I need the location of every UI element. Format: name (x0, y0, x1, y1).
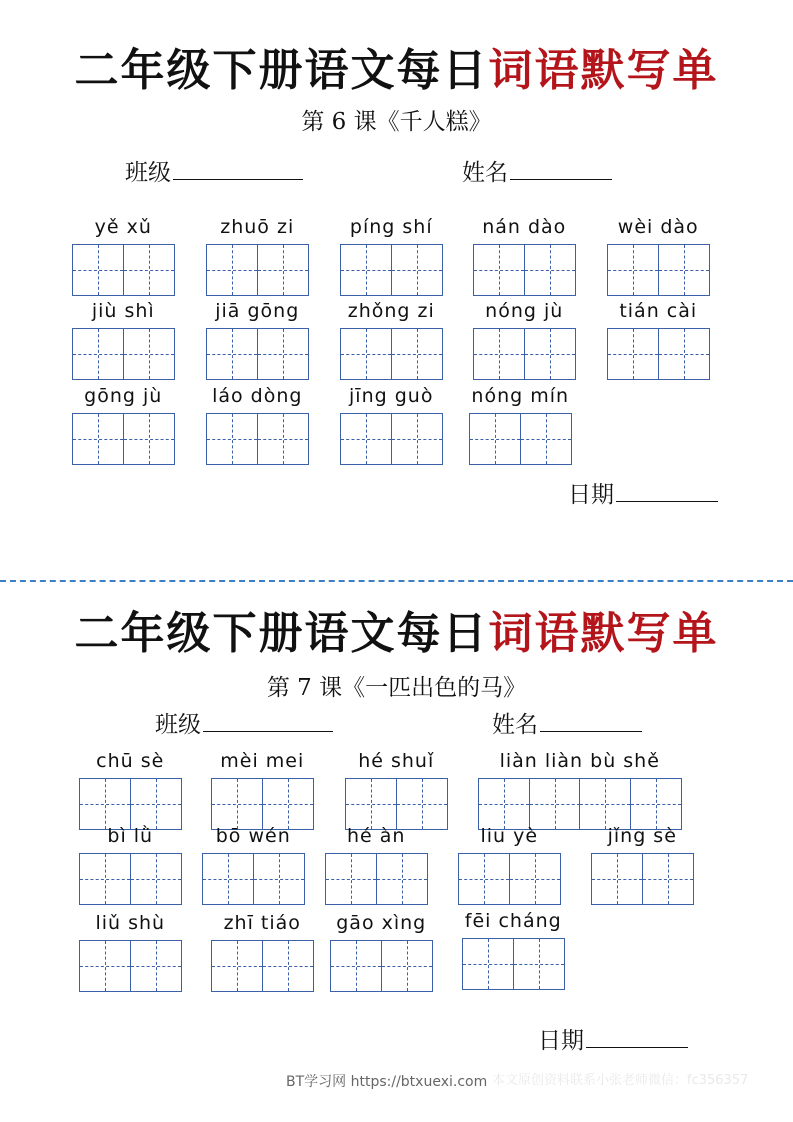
tian-zi-cell[interactable] (462, 938, 514, 990)
writing-grid (340, 244, 441, 296)
word-pinyin: mèi mei (220, 750, 305, 772)
tian-zi-cell[interactable] (130, 853, 182, 905)
tian-zi-cell[interactable] (130, 778, 182, 830)
tian-zi-cell[interactable] (658, 244, 710, 296)
tian-zi-cell[interactable] (513, 938, 565, 990)
writing-grid (79, 853, 180, 905)
writing-grid (345, 778, 446, 830)
tian-zi-cell[interactable] (473, 328, 525, 380)
tian-zi-cell[interactable] (325, 853, 377, 905)
tian-zi-cell[interactable] (257, 413, 309, 465)
word-pinyin: jīng guò (349, 385, 434, 407)
word-pinyin: chū sè (96, 750, 165, 772)
name-field (492, 706, 642, 739)
tian-zi-cell[interactable] (579, 778, 631, 830)
writing-grid (607, 244, 708, 296)
tian-zi-cell[interactable] (79, 778, 131, 830)
word-pinyin: zhǒng zi (347, 300, 435, 322)
tian-zi-cell[interactable] (206, 413, 258, 465)
tian-zi-cell[interactable] (458, 853, 510, 905)
writing-grid (72, 244, 173, 296)
tian-zi-cell[interactable] (262, 940, 314, 992)
word-pinyin: jǐng sè (607, 825, 677, 847)
class-blank (203, 729, 333, 732)
writing-grid (473, 328, 574, 380)
tian-zi-cell[interactable] (253, 853, 305, 905)
date-label: 日期 (568, 482, 614, 508)
writing-grid (473, 244, 574, 296)
tian-zi-cell[interactable] (391, 244, 443, 296)
lesson-subtitle: 第 6 课《千人糕》 (301, 109, 492, 135)
word-pinyin: jiù shì (91, 300, 155, 322)
lesson-subtitle: 第 7 课《一匹出色的马》 (266, 675, 527, 701)
tian-zi-cell[interactable] (469, 413, 521, 465)
tian-zi-cell[interactable] (345, 778, 397, 830)
name-label: 姓名 (462, 160, 508, 186)
writing-grid (211, 778, 312, 830)
tian-zi-cell[interactable] (642, 853, 694, 905)
name-label: 姓名 (492, 712, 538, 738)
tian-zi-cell[interactable] (591, 853, 643, 905)
word-pinyin: nán dào (482, 216, 567, 238)
word-pinyin: bì lǜ (107, 825, 154, 847)
tian-zi-cell[interactable] (607, 244, 659, 296)
word-pinyin: bō wén (215, 825, 291, 847)
class-blank (173, 177, 303, 180)
word-pinyin: liǔ shù (95, 912, 166, 934)
worksheet-title (0, 34, 793, 98)
writing-grid (462, 938, 563, 990)
tian-zi-cell[interactable] (630, 778, 682, 830)
word-pinyin: láo dòng (212, 385, 303, 407)
class-label: 班级 (125, 160, 171, 186)
tian-zi-cell[interactable] (72, 413, 124, 465)
tian-zi-cell[interactable] (478, 778, 530, 830)
writing-grid (340, 413, 441, 465)
word-pinyin: píng shí (349, 216, 433, 238)
tian-zi-cell[interactable] (607, 328, 659, 380)
tian-zi-cell[interactable] (381, 940, 433, 992)
writing-grid (206, 244, 307, 296)
word-pinyin: zhuō zi (220, 216, 295, 238)
word-pinyin: nóng mín (471, 385, 570, 407)
writing-grid (330, 940, 431, 992)
word-pinyin: hé shuǐ (358, 750, 435, 772)
date-blank (616, 499, 718, 502)
tian-zi-cell[interactable] (211, 940, 263, 992)
tian-zi-cell[interactable] (206, 244, 258, 296)
tian-zi-cell[interactable] (330, 940, 382, 992)
tian-zi-cell[interactable] (257, 328, 309, 380)
writing-grid (202, 853, 303, 905)
word-pinyin: jiā gōng (215, 300, 300, 322)
writing-grid (206, 328, 307, 380)
tian-zi-cell[interactable] (72, 328, 124, 380)
class-label: 班级 (155, 712, 201, 738)
word-pinyin: yě xǔ (94, 216, 152, 238)
tian-zi-cell[interactable] (658, 328, 710, 380)
tian-zi-cell[interactable] (79, 940, 131, 992)
word-pinyin: gāo xìng (336, 912, 427, 934)
cut-line-divider (0, 580, 793, 582)
title-black-part: 二年级下册语文每日 (74, 608, 489, 659)
tian-zi-cell[interactable] (202, 853, 254, 905)
word-pinyin: hé àn (347, 825, 406, 847)
title-red-part: 词语默写单 (488, 45, 719, 96)
title-red-part: 词语默写单 (488, 608, 719, 659)
tian-zi-cell[interactable] (396, 778, 448, 830)
tian-zi-cell[interactable] (123, 244, 175, 296)
title-black-part: 二年级下册语文每日 (74, 45, 489, 96)
word-pinyin: zhī tiáo (223, 912, 301, 934)
name-blank (540, 729, 642, 732)
tian-zi-cell[interactable] (529, 778, 581, 830)
tian-zi-cell[interactable] (376, 853, 428, 905)
tian-zi-cell[interactable] (123, 413, 175, 465)
word-pinyin: tián cài (619, 300, 698, 322)
tian-zi-cell[interactable] (524, 328, 576, 380)
tian-zi-cell[interactable] (211, 778, 263, 830)
tian-zi-cell[interactable] (262, 778, 314, 830)
writing-grid (79, 940, 180, 992)
word-pinyin: liàn liàn bù shě (499, 750, 660, 772)
tian-zi-cell[interactable] (391, 328, 443, 380)
writing-grid (591, 853, 692, 905)
name-blank (510, 177, 612, 180)
tian-zi-cell[interactable] (206, 328, 258, 380)
tian-zi-cell[interactable] (391, 413, 443, 465)
writing-grid (79, 778, 180, 830)
tian-zi-cell[interactable] (79, 853, 131, 905)
word-pinyin: gōng jù (84, 385, 163, 407)
tian-zi-cell[interactable] (340, 328, 392, 380)
writing-grid (340, 328, 441, 380)
tian-zi-cell[interactable] (123, 328, 175, 380)
writing-grid (206, 413, 307, 465)
date-field (568, 476, 718, 509)
date-blank (586, 1045, 688, 1048)
writing-grid (607, 328, 708, 380)
tian-zi-cell[interactable] (340, 244, 392, 296)
worksheet-title (0, 597, 793, 661)
name-field (462, 154, 612, 187)
writing-grid (72, 413, 173, 465)
tian-zi-cell[interactable] (520, 413, 572, 465)
writing-grid (458, 853, 559, 905)
date-field (538, 1022, 688, 1055)
tian-zi-cell[interactable] (257, 244, 309, 296)
word-pinyin: nóng jù (485, 300, 564, 322)
writing-grid (211, 940, 312, 992)
footer-site: BT学习网 https://btxuexi.com (286, 1074, 488, 1090)
writing-grid (469, 413, 570, 465)
class-field (125, 154, 303, 187)
date-label: 日期 (538, 1028, 584, 1054)
tian-zi-cell[interactable] (72, 244, 124, 296)
watermark-text: 本文原创资料联系小张老师微信：fc356357 (492, 1073, 749, 1088)
tian-zi-cell[interactable] (340, 413, 392, 465)
tian-zi-cell[interactable] (524, 244, 576, 296)
word-pinyin: fēi cháng (464, 910, 562, 932)
tian-zi-cell[interactable] (130, 940, 182, 992)
writing-grid (325, 853, 426, 905)
tian-zi-cell[interactable] (473, 244, 525, 296)
tian-zi-cell[interactable] (509, 853, 561, 905)
writing-grid (72, 328, 173, 380)
word-pinyin: liu yè (480, 825, 539, 847)
class-field (155, 706, 333, 739)
word-pinyin: wèi dào (617, 216, 699, 238)
writing-grid (478, 778, 680, 830)
